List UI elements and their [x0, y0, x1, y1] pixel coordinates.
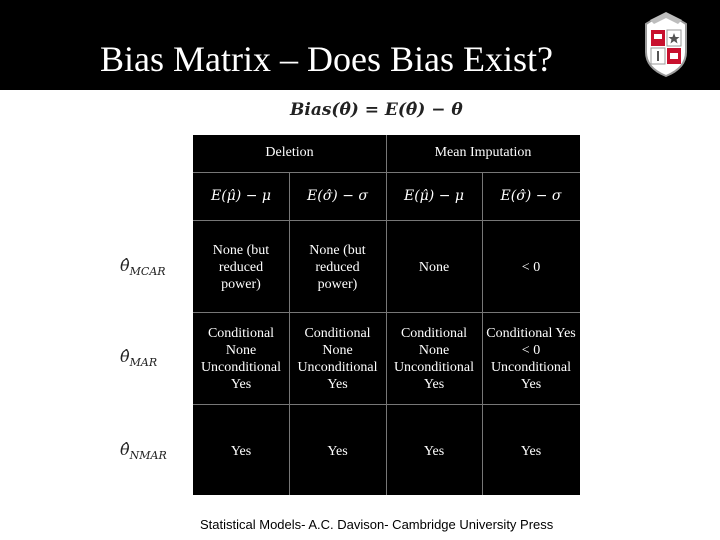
table-cell: Yes — [327, 443, 348, 459]
sub-header-sd-imputation: E(σ̂) − σ — [500, 187, 562, 204]
row-label-mcar: $\thetâ_{MCAR}$ — [120, 256, 166, 279]
sub-header-mean-imputation: E(μ̂) − μ — [404, 187, 464, 204]
sub-header-mean-deletion: E(μ̂) − μ — [211, 187, 271, 204]
table-cell: None (but reduced power) — [212, 242, 270, 292]
sub-header-sd-deletion: E(σ̂) − σ — [307, 187, 368, 204]
university-seal-icon — [640, 8, 692, 78]
table-cell: Conditional None Unconditional Yes — [200, 326, 282, 392]
table-cell: Conditional Yes < 0 Unconditional Yes — [486, 326, 576, 392]
table-cell: Yes — [230, 443, 252, 459]
bias-matrix-table — [193, 135, 580, 495]
table-cell: Yes — [520, 443, 542, 459]
citation-footer: Statistical Models- A.C. Davison- Cambridge University Press — [200, 517, 554, 532]
table-cell: None (but reduced power) — [309, 242, 366, 292]
title-bar — [0, 0, 720, 90]
slide-title: Bias Matrix – Does Bias Exist? — [100, 39, 553, 79]
table-divider — [482, 172, 483, 495]
table-cell: None — [418, 259, 450, 275]
table-divider — [386, 135, 387, 495]
table-cell: < 0 — [521, 259, 541, 275]
row-label-mar: $\thetâ_{MAR}$ — [120, 347, 158, 370]
row-label-nmar: $\thetâ_{NMAR}$ — [120, 440, 167, 463]
group-header-mean-imputation: Mean Imputation — [434, 145, 532, 160]
table-cell: Yes — [423, 443, 445, 459]
table-divider — [289, 172, 290, 495]
group-header-deletion: Deletion — [265, 145, 314, 160]
table-cell: Conditional None Unconditional Yes — [393, 326, 475, 392]
table-cell: Conditional None Unconditional Yes — [297, 326, 378, 392]
bias-formula: Bias(θ̂) = E(θ̂) − θ — [290, 100, 463, 120]
